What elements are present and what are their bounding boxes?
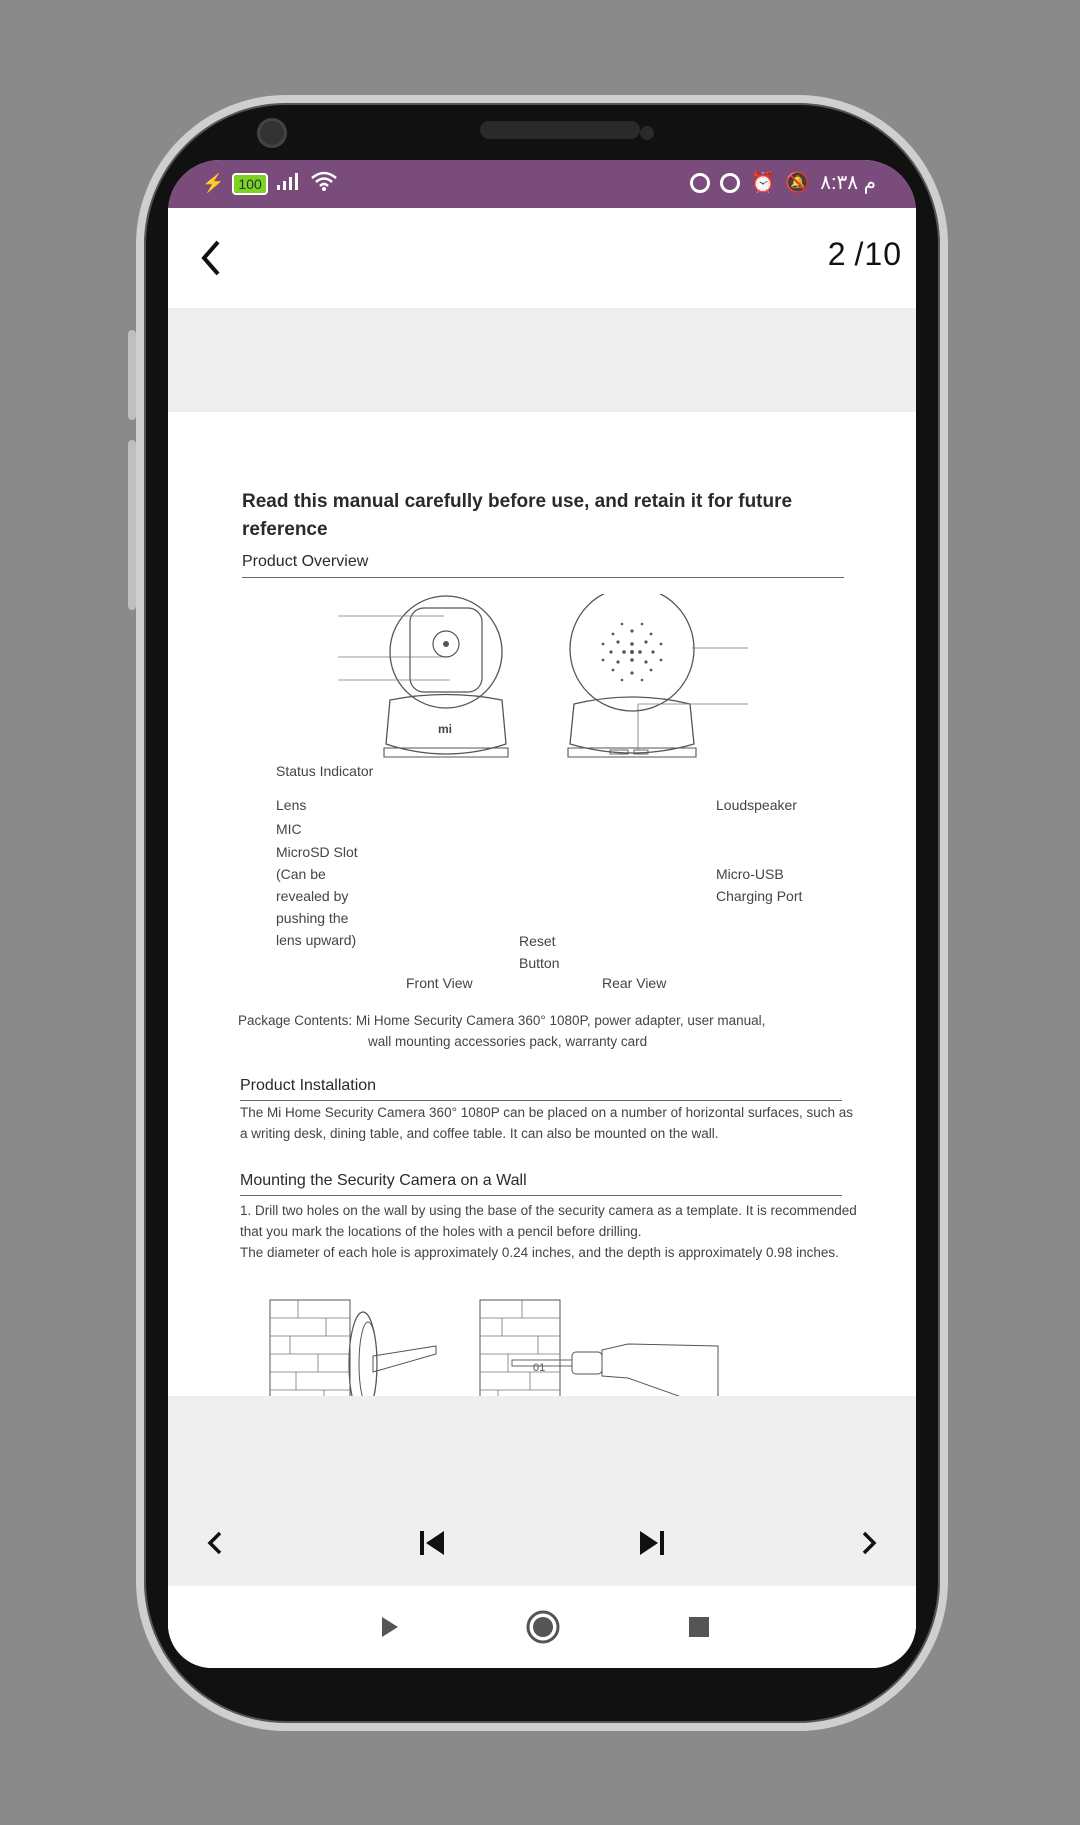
package-contents-line-2: wall mounting accessories pack, warranty card <box>368 1034 648 1049</box>
mounting-text-2: The diameter of each hole is approximately 0.24 inches, and the depth is approximately 0.98 inches. <box>240 1245 839 1260</box>
label-microsd-note-1: (Can be <box>276 866 326 882</box>
label-rear-view: Rear View <box>602 975 667 991</box>
skip-back-icon <box>412 1523 452 1563</box>
charging-icon: ⚡ <box>202 173 225 193</box>
divider <box>240 1100 842 1101</box>
label-reset: Reset <box>519 933 556 949</box>
back-button[interactable] <box>190 226 240 286</box>
page-heading: Read this manual carefully before use, and retain it for future reference <box>242 491 793 540</box>
chevron-right-icon <box>854 1523 884 1563</box>
mi-logo: mi <box>438 722 453 736</box>
total-pages: /10 <box>854 236 902 272</box>
divider <box>242 577 844 578</box>
signal-icon <box>276 172 302 195</box>
rear-view-illustration <box>548 594 748 794</box>
screen <box>168 160 916 1668</box>
top-toolbar <box>168 208 916 308</box>
package-contents-line-1: Package Contents: Mi Home Security Camera 360° 1080P, power adapter, user manual, <box>238 1013 766 1028</box>
mounting-text-1: 1. Drill two holes on the wall by using the base of the security camera as a template. It is recommended that you mark the locations of the holes with a pencil before drilling. <box>240 1203 857 1239</box>
volume-button[interactable] <box>128 330 136 420</box>
clock-time: م ۸:۳۸ <box>820 172 876 194</box>
section-title-overview: Product Overview <box>242 553 369 570</box>
status-bar <box>168 160 916 208</box>
proximity-sensor <box>640 126 654 140</box>
circle-home-icon <box>523 1607 563 1647</box>
mute-icon: 🔕 <box>785 172 811 194</box>
data-saver-icon <box>720 173 740 193</box>
label-status-indicator: Status Indicator <box>276 763 374 779</box>
front-camera <box>257 118 287 148</box>
system-back-button[interactable] <box>354 1592 424 1662</box>
alarm-icon: ⏰ <box>750 172 776 194</box>
chevron-left-icon <box>190 226 240 286</box>
label-microsd-note-3: pushing the <box>276 910 349 926</box>
page-counter <box>820 236 902 273</box>
current-page: 2 <box>827 236 847 272</box>
page-number: 01 <box>533 1362 546 1374</box>
label-charging-port: Charging Port <box>716 888 803 904</box>
sync-icon <box>690 173 710 193</box>
square-recent-icon <box>684 1612 714 1642</box>
system-home-button[interactable] <box>508 1592 578 1662</box>
skip-forward-icon <box>632 1523 672 1563</box>
label-lens: Lens <box>276 797 307 813</box>
power-button[interactable] <box>128 440 136 610</box>
label-loudspeaker: Loudspeaker <box>716 797 797 813</box>
page-gap-top <box>168 308 916 412</box>
previous-page-button[interactable] <box>180 1508 250 1578</box>
label-mic: MIC <box>276 821 302 837</box>
earpiece-speaker <box>480 121 640 139</box>
document-page[interactable] <box>168 412 916 1396</box>
label-front-view: Front View <box>406 975 473 991</box>
next-page-button[interactable] <box>834 1508 904 1578</box>
label-microsd-note-2: revealed by <box>276 888 349 904</box>
section-title-mounting: Mounting the Security Camera on a Wall <box>240 1172 527 1189</box>
wifi-icon <box>310 171 338 196</box>
label-reset-button: Button <box>519 955 560 971</box>
first-page-button[interactable] <box>397 1508 467 1578</box>
chevron-left-icon <box>200 1523 230 1563</box>
section-title-installation: Product Installation <box>240 1077 377 1094</box>
label-microsd-note-4: lens upward) <box>276 932 357 948</box>
system-recent-button[interactable] <box>664 1592 734 1662</box>
triangle-play-icon <box>374 1612 404 1642</box>
label-micro-usb: Micro-USB <box>716 866 784 882</box>
last-page-button[interactable] <box>617 1508 687 1578</box>
installation-text: The Mi Home Security Camera 360° 1080P can be placed on a number of horizontal surfaces, such as a writing desk, dining table, and coffee table. It can also be mounted on the wall. <box>240 1105 853 1141</box>
battery-icon: 100 <box>232 173 267 195</box>
divider <box>240 1195 842 1196</box>
label-microsd: MicroSD Slot <box>276 844 358 860</box>
